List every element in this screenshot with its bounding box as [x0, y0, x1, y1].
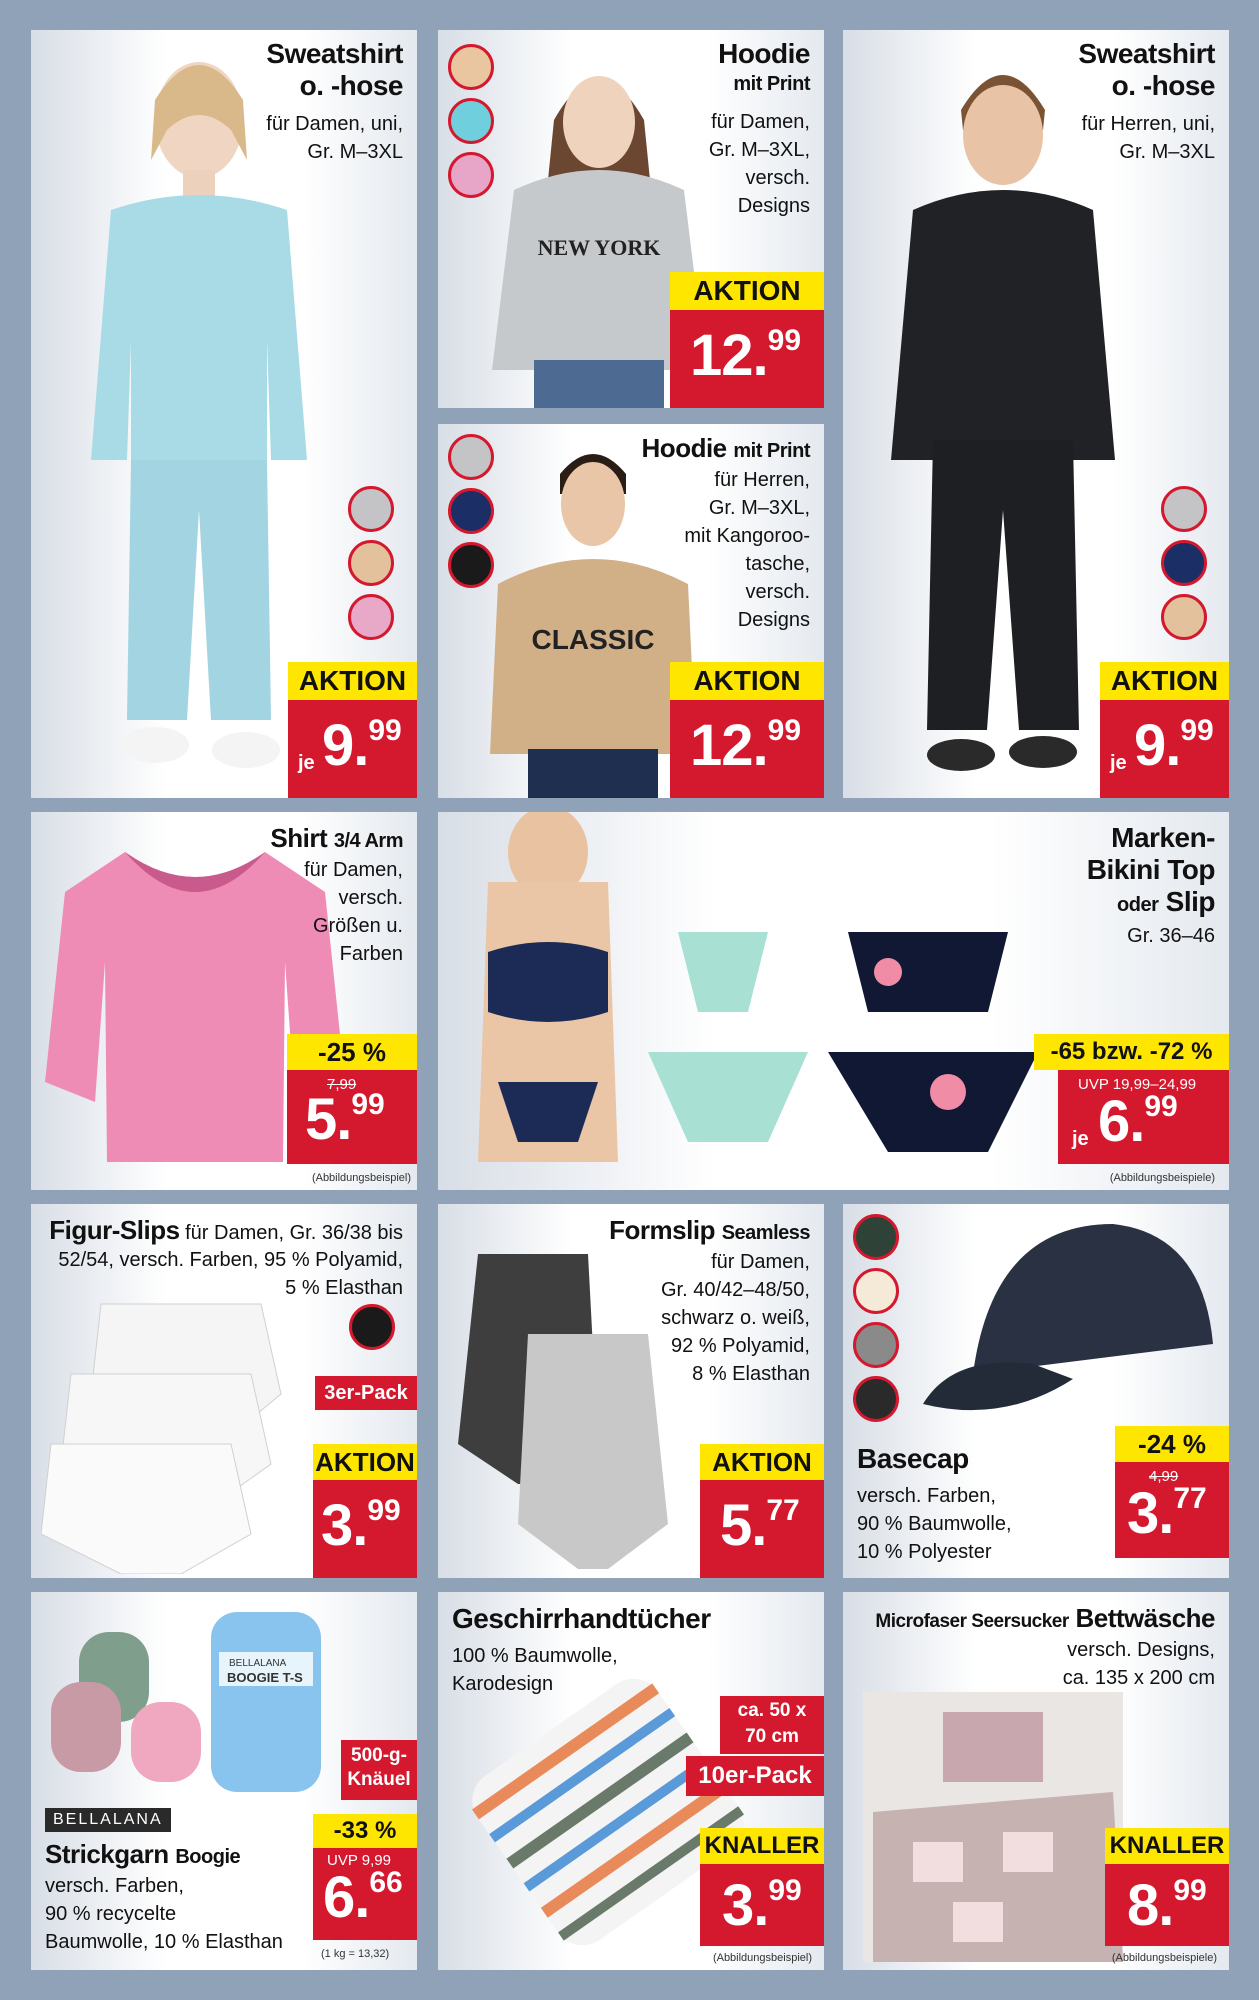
product-card-hoodie-herren[interactable]: [438, 424, 824, 798]
product-desc-1: 100 % Baumwolle,: [452, 1645, 618, 1667]
color-swatch-pink[interactable]: [348, 594, 394, 640]
product-desc-2: Gr. M–3XL: [1119, 141, 1215, 163]
je-label: je: [1072, 1128, 1089, 1150]
product-desc-3: Baumwolle, 10 % Elasthan: [45, 1931, 283, 1953]
color-swatch-grey[interactable]: [348, 486, 394, 532]
product-desc-4: Farben: [339, 943, 403, 965]
old-price: 7,99: [327, 1076, 357, 1093]
je-label: je: [298, 752, 315, 774]
product-card-hoodie-damen[interactable]: [438, 30, 824, 408]
product-title: Geschirrhandtücher: [452, 1603, 711, 1634]
product-card-bikini[interactable]: [438, 812, 1229, 1190]
product-title-2: mit Print: [733, 73, 810, 95]
price-box: [700, 1480, 824, 1578]
color-swatch-navy[interactable]: [1161, 540, 1207, 586]
price-box: [287, 1070, 417, 1164]
price: 6.99: [1098, 1089, 1178, 1154]
uvp-price: UVP 9,99: [327, 1852, 391, 1869]
product-title-2: Bikini Top: [1086, 854, 1215, 885]
color-swatch-cream[interactable]: [853, 1268, 899, 1314]
price: 9.99: [322, 713, 402, 778]
pack-badge: 500-g- Knäuel: [341, 1740, 417, 1800]
product-desc-2: ca. 135 x 200 cm: [1062, 1667, 1215, 1689]
product-card-figur-slips[interactable]: [31, 1204, 417, 1578]
price-box: [670, 310, 824, 408]
aktion-badge: AKTION: [313, 1444, 417, 1480]
product-desc-2: versch.: [338, 887, 403, 909]
discount-badge: -25 %: [287, 1034, 417, 1070]
aktion-badge: AKTION: [288, 662, 417, 700]
price-box: [1105, 1864, 1229, 1946]
unit-price-note: (1 kg = 13,32): [321, 1948, 390, 1960]
aktion-badge: AKTION: [670, 662, 824, 700]
product-title: Hoodie: [718, 38, 810, 69]
pack-badge: 10er-Pack: [686, 1756, 824, 1796]
product-desc-2: 90 % recycelte: [45, 1903, 177, 1925]
product-desc-2: 90 % Baumwolle,: [857, 1513, 1012, 1535]
product-desc-1: für Damen,: [304, 859, 403, 881]
product-title: Basecap: [857, 1443, 969, 1474]
product-title-2: o. -hose: [299, 70, 403, 101]
hoodie-print: NEW YORK: [537, 235, 661, 260]
product-desc-3: 10 % Polyester: [857, 1541, 992, 1563]
color-swatch-grey[interactable]: [853, 1322, 899, 1368]
product-desc-3: schwarz o. weiß,: [661, 1307, 810, 1329]
price: 3.99: [722, 1873, 802, 1938]
product-title: Marken-: [1111, 822, 1215, 853]
aktion-badge: AKTION: [1100, 662, 1229, 700]
color-swatch-black[interactable]: [349, 1304, 395, 1350]
product-title: Formslip Seamless: [609, 1215, 810, 1245]
product-desc-1: für Herren,: [714, 469, 810, 491]
aktion-badge: AKTION: [700, 1444, 824, 1480]
price: 3.77: [1127, 1481, 1207, 1546]
product-desc-4: 92 % Polyamid,: [671, 1335, 810, 1357]
formslip-photo: [448, 1244, 708, 1574]
product-desc-1: für Herren, uni,: [1081, 113, 1215, 135]
bedding-photo: [853, 1692, 1133, 1962]
price: 5.77: [720, 1493, 800, 1558]
price: 6.66: [323, 1865, 403, 1930]
product-desc-6: Designs: [737, 609, 810, 631]
product-title: Sweatshirt: [266, 38, 403, 69]
knaller-badge: KNALLER: [1105, 1828, 1229, 1864]
product-title: Microfaser Seersucker Bettwäsche: [875, 1603, 1215, 1633]
product-desc-2: Gr. M–3XL,: [708, 497, 810, 519]
price-box: [288, 700, 417, 798]
price-box: [700, 1864, 824, 1946]
color-swatch-beige[interactable]: [348, 540, 394, 586]
color-swatch-black[interactable]: [853, 1376, 899, 1422]
yarn-label-brand: BELLALANA: [229, 1658, 287, 1669]
product-header: Figur-Slips für Damen, Gr. 36/38 bis: [49, 1215, 403, 1245]
product-desc-2: Karodesign: [452, 1673, 554, 1695]
price: 9.99: [1134, 713, 1214, 778]
price-box: [1115, 1462, 1229, 1558]
product-card-formslip[interactable]: [438, 1204, 824, 1578]
size-badge: ca. 50 x 70 cm: [720, 1696, 824, 1754]
product-desc-1: 52/54, versch. Farben, 95 % Polyamid,: [58, 1249, 403, 1271]
price-box: [313, 1848, 417, 1940]
product-desc-1: versch. Farben,: [857, 1485, 996, 1507]
old-price: 4,99: [1149, 1468, 1179, 1485]
je-label: je: [1110, 752, 1127, 774]
product-card-basecap[interactable]: [843, 1204, 1229, 1578]
price-box: [670, 700, 824, 798]
yarn-photo: [41, 1602, 341, 1802]
price: 12.99: [690, 713, 802, 778]
product-title: Sweatshirt: [1078, 38, 1215, 69]
product-card-geschirrhandtuecher[interactable]: [438, 1592, 824, 1970]
product-card-sweatshirt-herren[interactable]: [843, 30, 1229, 798]
man-sweatsuit-photo: [883, 40, 1123, 790]
product-desc-3: versch.: [745, 167, 810, 189]
price: 5.99: [305, 1087, 385, 1152]
product-desc-3: mit Kangoroo-: [684, 525, 810, 547]
discount-badge: -24 %: [1115, 1426, 1229, 1462]
product-card-sweatshirt-damen[interactable]: [31, 30, 417, 798]
product-desc-1: versch. Designs,: [1067, 1639, 1215, 1661]
product-desc-2: Gr. 40/42–48/50,: [660, 1279, 810, 1301]
price: 12.99: [690, 323, 802, 388]
product-desc-2: Gr. M–3XL,: [708, 139, 810, 161]
product-card-shirt[interactable]: [31, 812, 417, 1190]
product-desc-5: versch.: [745, 581, 810, 603]
basecap-photo: [913, 1204, 1223, 1434]
product-title-3: oder Slip: [1117, 886, 1215, 917]
product-desc-4: Designs: [737, 195, 810, 217]
product-title: Strickgarn Boogie: [45, 1839, 241, 1869]
image-note: (Abbildungsbeispiel): [311, 1172, 411, 1184]
image-note: (Abbildungsbeispiele): [1111, 1952, 1217, 1964]
color-swatch-grey[interactable]: [1161, 486, 1207, 532]
color-swatch-beige[interactable]: [1161, 594, 1207, 640]
uvp-price: UVP 19,99–24,99: [1078, 1076, 1197, 1093]
image-note: (Abbildungsbeispiele): [1109, 1172, 1215, 1184]
price: 8.99: [1127, 1873, 1207, 1938]
product-desc-3: Größen u.: [312, 915, 403, 937]
product-desc-2: Gr. M–3XL: [307, 141, 403, 163]
discount-badge: -33 %: [313, 1814, 417, 1848]
color-swatch-green[interactable]: [853, 1214, 899, 1260]
product-desc-1: versch. Farben,: [45, 1875, 184, 1897]
white-slips-photo: [41, 1284, 301, 1574]
product-desc-1: für Damen,: [711, 1251, 810, 1273]
pack-badge: 3er-Pack: [315, 1376, 417, 1410]
knaller-badge: KNALLER: [700, 1828, 824, 1864]
product-desc-1: Gr. 36–46: [1127, 925, 1215, 947]
hoodie-print: CLASSIC: [531, 624, 655, 655]
price: 3.99: [321, 1493, 401, 1558]
image-note: (Abbildungsbeispiel): [712, 1952, 812, 1964]
product-desc-1: für Damen,: [711, 111, 810, 133]
aktion-badge: AKTION: [670, 272, 824, 310]
product-desc-1: für Damen, uni,: [266, 113, 403, 135]
price-box: [1058, 1070, 1229, 1164]
discount-badge: -65 bzw. -72 %: [1034, 1034, 1229, 1070]
product-title: Hoodie mit Print: [641, 433, 810, 463]
brand-logo: BELLALANA: [45, 1808, 171, 1832]
product-card-bettwaesche[interactable]: [843, 1592, 1229, 1970]
product-title-2: o. -hose: [1111, 70, 1215, 101]
product-card-strickgarn[interactable]: [31, 1592, 417, 1970]
yarn-label-text: BOOGIE T-S: [227, 1670, 303, 1685]
product-desc-4: tasche,: [745, 553, 810, 575]
product-title: Shirt 3/4 Arm: [270, 823, 403, 853]
product-desc-5: 8 % Elasthan: [692, 1363, 810, 1385]
man-hoodie-photo: [478, 434, 698, 798]
price-box: [313, 1480, 417, 1578]
bikini-photo: [448, 812, 1048, 1190]
product-desc-2: 5 % Elasthan: [285, 1277, 403, 1299]
price-box: [1100, 700, 1229, 798]
